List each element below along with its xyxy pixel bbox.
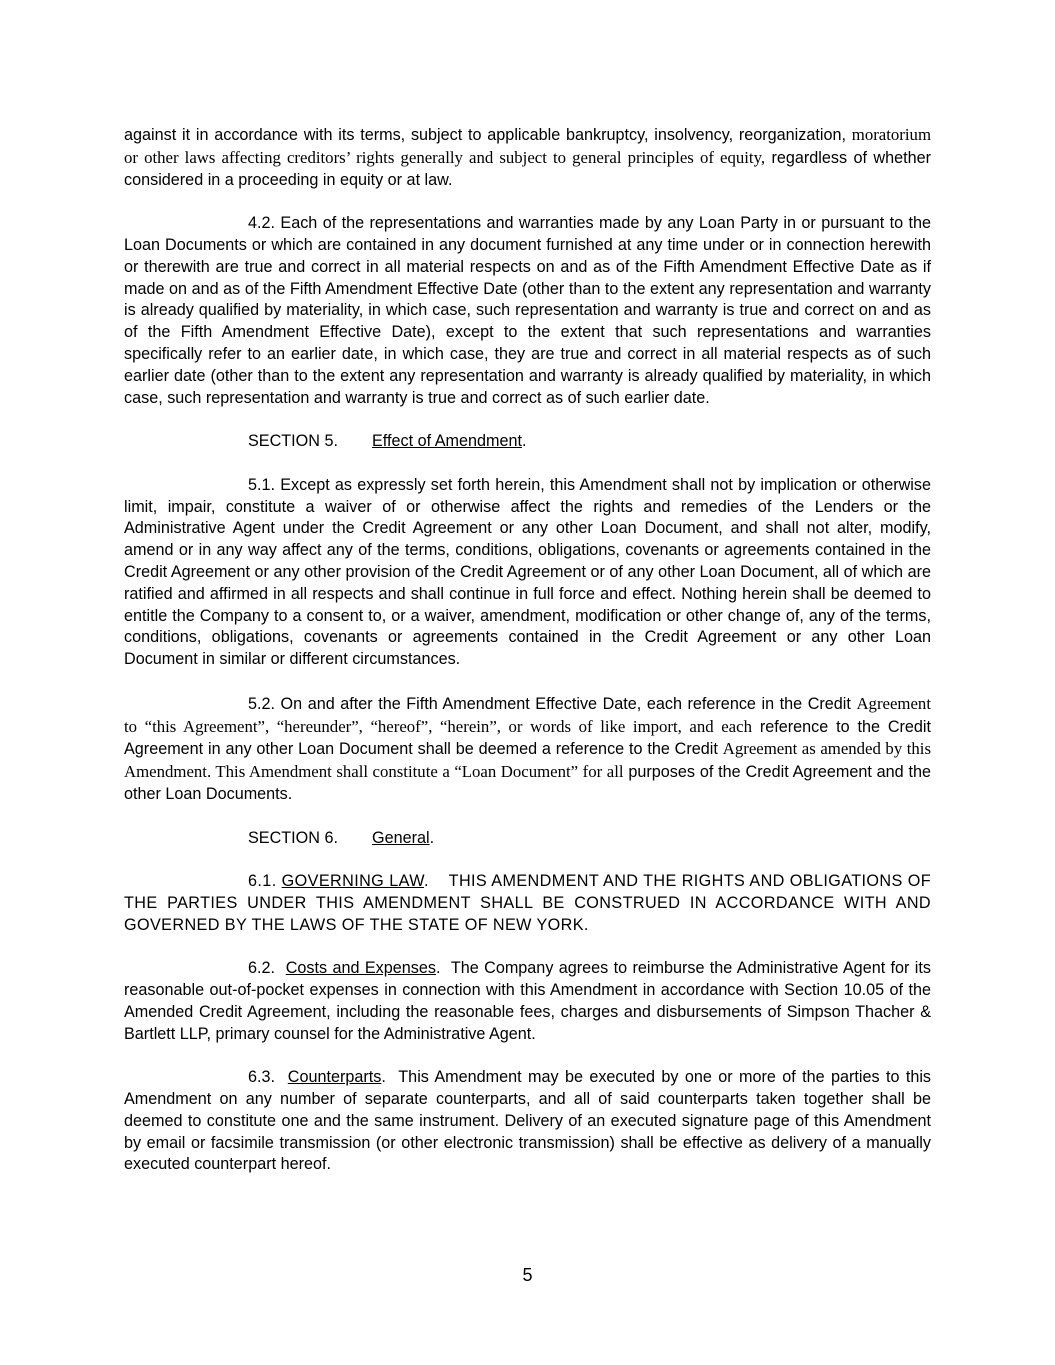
section-6-1-title: GOVERNING LAW [281,872,424,891]
page-number: 5 [522,1265,533,1285]
section-5-1: 5.1. Except as expressly set forth herein, this Amendment shall not by implication or otherwise limit, impair, constitute a waiver of or otherwise affect the rights and remedies of the Lenders or the Administrative Agent under the Credit Agreement or any other Loan Document, and shall not alter, modify, amend or in any way affect any of the terms, conditions, obligations, covenants or agreements contained in the Credit Agreement or any other provision of the Credit Agreement or of any other Loan Document, all of which are ratified and affirmed in all respects and shall continue in full force and effect. Nothing herein shall be deemed to entitle the Company to a consent to, or a waiver, amendment, modification or other change of, any of the terms, conditions, obligations, covenants or agreements contained in the Credit Agreement or any other Loan Document in similar or different circumstances. [124,475,931,669]
section-6-3-text: This Amendment may be executed by one or more of the parties to this Amendment on any number of separate counterparts, and all of said counterparts taken together shall be deemed to constitute one and the same instrument. Delivery of an executed signature page of this Amendment by email or facsimile transmission (or other electronic transmission) shall be effective as delivery of a manually executed counterpart hereof. [124,1068,932,1174]
section-6-heading: SECTION 6. General. [124,828,931,850]
section-6-number: SECTION 6. [248,828,338,847]
section-5-2-line-4: Agreement as amended by this Amendment. This Amendment shall constitute a “Loan Document” for all [124,739,931,782]
continuation-line-2: moratorium or other laws affecting creditors’ rights generally and subject to general principles of equity, [124,125,931,167]
section-5-number: SECTION 5. [248,432,338,451]
section-5-2-line-2: Agreement to “this Agreement”, “hereunder”, “hereof”, “herein”, or words of like import, and each [124,693,931,736]
section-6-2-number: 6.2. [248,959,276,978]
section-5-2-line-1: 5.2. On and after the Fifth Amendment Effective Date, each reference in the Credit [248,694,851,713]
section-4-2: 4.2. Each of the representations and warranties made by any Loan Party in or pursuant to the Loan Documents or which are contained in any document furnished at any time under or in connection herewith or therewith are true and correct in all material respects on and as of the Fifth Amendment Effective Date as if made on and as of the Fifth Amendment Effective Date (other than to the extent any representation and warranty is already qualified by materiality, in which case, such representation and warranty is true and correct on and as of the Fifth Amendment Effective Date), except to the extent that such representations and warranties specifically refer to an earlier date, in which case, they are true and correct in all material respects as of such earlier date (other than to the extent any representation and warranty is already qualified by materiality, in which case, such representation and warranty is true and correct as of such earlier date. [124,214,931,407]
section-6-3: 6.3. Counterparts. This Amendment may be executed by one or more of the parties to this Amendment on any number of separate counterparts, and all of said counterparts taken together shall be deemed to constitute one and the same instrument. Delivery of an executed signature page of this Amendment by email or facsimile transmission (or other electronic transmission) shall be effective as delivery of a manually executed counterpart hereof. [124,1068,932,1174]
section-6-1-number: 6.1. [248,872,277,891]
section-5-2 [124,693,931,806]
section-6-3-number: 6.3. [248,1068,276,1087]
continuation-line-1: against it in accordance with its terms, subject to applicable bankruptcy, insolvency, reorganization, [124,126,846,144]
section-6-2: 6.2. Costs and Expenses. The Company agrees to reimburse the Administrative Agent for its reasonable out-of-pocket expenses in connection with this Amendment in accordance with Section 10.05 of the Amended Credit Agreement, including the reasonable fees, charges and disbursements of Simpson Thacher & Bartlett LLP, primary counsel for the Administrative Agent. [124,959,931,1043]
section-5-2-line-3: reference to the Credit Agreement in any other Loan Document shall be deemed a reference to the Credit [124,717,932,759]
section-6-2-text: The Company agrees to reimburse the Administrative Agent for its reasonable out-of-pocket expenses in connection with this Amendment in accordance with Section 10.05 of the Amended Credit Agreement, including the reasonable fees, charges and disbursements of Simpson Thacher & Bartlett LLP, primary counsel for the Administrative Agent. [124,959,931,1043]
paragraph-continuation [124,124,931,191]
section-5-2-line-5: purposes of the Credit Agreement and the other Loan Documents. [124,763,932,803]
section-6-2-title: Costs and Expenses [285,959,436,978]
section-6-3-title: Counterparts [287,1068,382,1087]
section-6-title: General [372,828,430,847]
section-5-title: Effect of Amendment [372,432,522,451]
section-6-1: 6.1. GOVERNING LAW. THIS AMENDMENT AND THE RIGHTS AND OBLIGATIONS OF THE PARTIES UNDER THIS AMENDMENT SHALL BE CONSTRUED IN ACCORDANCE WITH AND GOVERNED BY THE LAWS OF THE STATE OF NEW YORK. [124,872,931,934]
section-6-1-text: THIS AMENDMENT AND THE RIGHTS AND OBLIGATIONS OF THE PARTIES UNDER THIS AMENDMENT SHALL BE CONSTRUED IN ACCORDANCE WITH AND GOVERNED BY THE LAWS OF THE STATE OF NEW YORK. [124,872,931,934]
continuation-line-3: regardless of whether considered in a proceeding in equity or at law. [124,148,932,189]
document-body [124,124,931,1176]
section-5-heading: SECTION 5. Effect of Amendment. [124,431,931,453]
